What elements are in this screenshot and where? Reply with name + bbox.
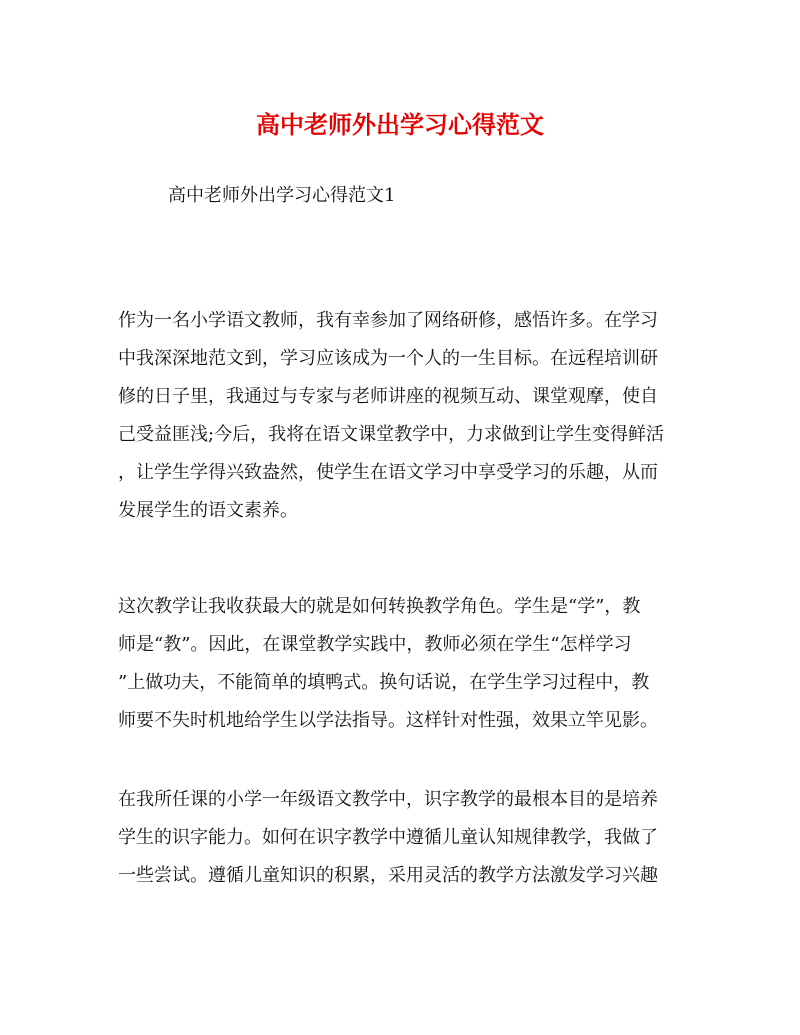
paragraph-line: ，让学生学得兴致盎然，使学生在语文学习中享受学习的乐趣，从而 — [118, 462, 658, 483]
paragraph-2 — [118, 588, 678, 740]
paragraph-line: 在我所任课的小学一年级语文教学中，识字教学的最根本目的是培养 — [118, 789, 658, 810]
document-subtitle: 高中老师外出学习心得范文1 — [168, 185, 396, 206]
paragraph-line: 中我深深地范文到，学习应该成为一个人的一生目标。在远程培训研 — [118, 348, 658, 369]
paragraph-1 — [118, 302, 678, 530]
paragraph-line: 发展学生的语文素养。 — [118, 500, 298, 521]
paragraph-line: 师是“教”。因此，在课堂教学实践中，教师必须在学生“怎样学习 — [118, 634, 632, 655]
paragraph-line: 学生的识字能力。如何在识字教学中遵循儿童认知规律教学，我做了 — [118, 827, 658, 848]
paragraph-line: 修的日子里，我通过与专家与老师讲座的视频互动、课堂观摩，使自 — [118, 386, 658, 407]
paragraph-line: 己受益匪浅;今后，我将在语文课堂教学中，力求做到让学生变得鲜活 — [118, 424, 665, 445]
paragraph-3 — [118, 781, 678, 895]
paragraph-line: ”上做功夫，不能简单的填鸭式。换句话说，在学生学习过程中，教 — [118, 672, 650, 693]
paragraph-line: 这次教学让我收获最大的就是如何转换教学角色。学生是“学”，教 — [118, 596, 641, 617]
paragraph-line: 作为一名小学语文教师，我有幸参加了网络研修，感悟许多。在学习 — [118, 310, 658, 331]
paragraph-line: 一些尝试。遵循儿童知识的积累，采用灵活的教学方法激发学习兴趣 — [118, 865, 658, 886]
paragraph-line: 师要不失时机地给学生以学法指导。这样针对性强，效果立竿见影。 — [118, 710, 658, 731]
document-title: 高中老师外出学习心得范文 — [256, 110, 544, 139]
